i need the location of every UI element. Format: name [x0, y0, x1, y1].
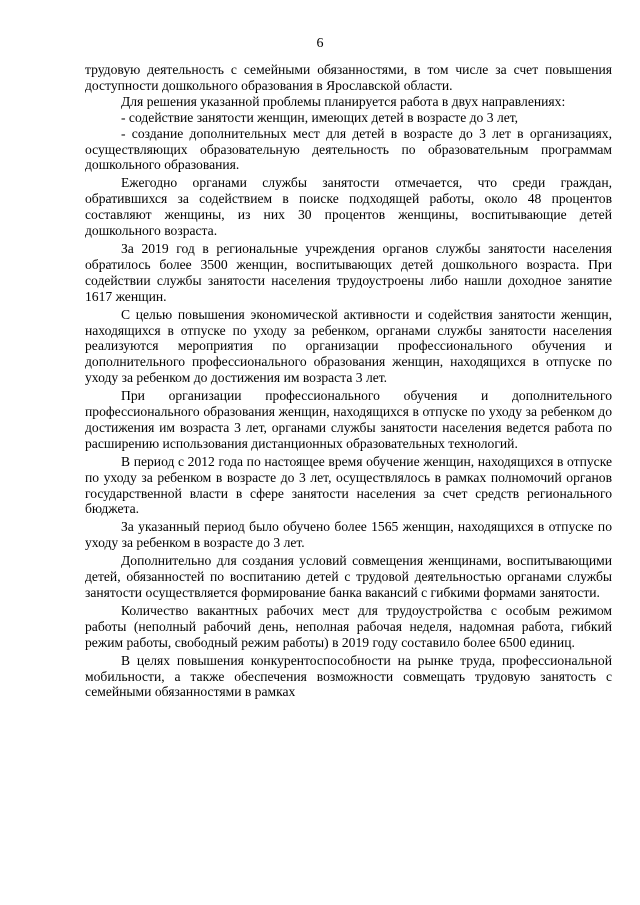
page-number: 6	[316, 36, 324, 51]
list-item: - содействие занятости женщин, имеющих детей в возрасте до 3 лет,	[121, 109, 519, 125]
paragraph: трудовую деятельность с семейными обязанностями, в том числе за счет повышения доступности дошкольного образования в Ярославской области.	[85, 62, 612, 93]
document-body	[85, 62, 612, 700]
paragraph: При организации профессионального обучения и дополнительного профессионального образования женщин, находящихся в отпуске по уходу за ребенком до достижения им возраста 3 лет, органами службы занятости населения ведется работа по расширению использования дистанционных образовательных технологий.	[85, 388, 612, 451]
paragraph: Ежегодно органами службы занятости отмечается, что среди граждан, обратившихся за содействием в поиске подходящей работы, около 48 процентов составляют женщины, из них 30 процентов женщины, воспитывающие детей дошкольного возраста.	[85, 175, 612, 239]
paragraph: Для решения указанной проблемы планируется работа в двух направлениях:	[121, 93, 566, 109]
paragraph: С целью повышения экономической активности и содействия занятости женщин, находящихся в отпуске по уходу за ребенком, органами службы занятости населения реализуются мероприятия по организации профессионального обучения и дополнительного профессионального образования женщин, находящихся в отпуске по уходу за ребенком до достижения им возраста 3 лет.	[85, 306, 612, 386]
paragraph: Количество вакантных рабочих мест для трудоустройства с особым режимом работы (неполный рабочий день, неполная рабочая неделя, надомная работа, гибкий режим работы, свободный режим работы) в 2019 году составило более 6500 единиц.	[85, 602, 612, 650]
paragraph: Дополнительно для создания условий совмещения женщинами, воспитывающими детей, обязанностей по воспитанию детей с трудовой деятельностью органами службы занятости осуществляется формирование банка вакансий с гибкими формами занятости.	[85, 553, 612, 600]
paragraph: В целях повышения конкурентоспособности на рынке труда, профессиональной мобильности, а также обеспечения возможности совмещать трудовую занятость с семейными обязанностями в рамках	[85, 652, 612, 700]
paragraph: За указанный период было обучено более 1565 женщин, находящихся в отпуске по уходу за ребенком в возрасте до 3 лет.	[85, 519, 612, 551]
paragraph: В период с 2012 года по настоящее время обучение женщин, находящихся в отпуске по уходу за ребенком в возрасте до 3 лет, осуществлялось в рамках полномочий органов государственной власти в сфере занятости населения за счет средств регионального бюджета.	[85, 453, 612, 517]
list-item: - создание дополнительных мест для детей в возрасте до 3 лет в организациях, осуществляющих образовательную деятельность по образовательным программам дошкольного образования.	[85, 125, 612, 173]
paragraph: За 2019 год в региональные учреждения органов службы занятости населения обратилось более 3500 женщин, воспитывающих детей дошкольного возраста. При содействии службы занятости населения трудоустроены либо нашли доходное занятие 1617 женщин.	[85, 240, 612, 304]
